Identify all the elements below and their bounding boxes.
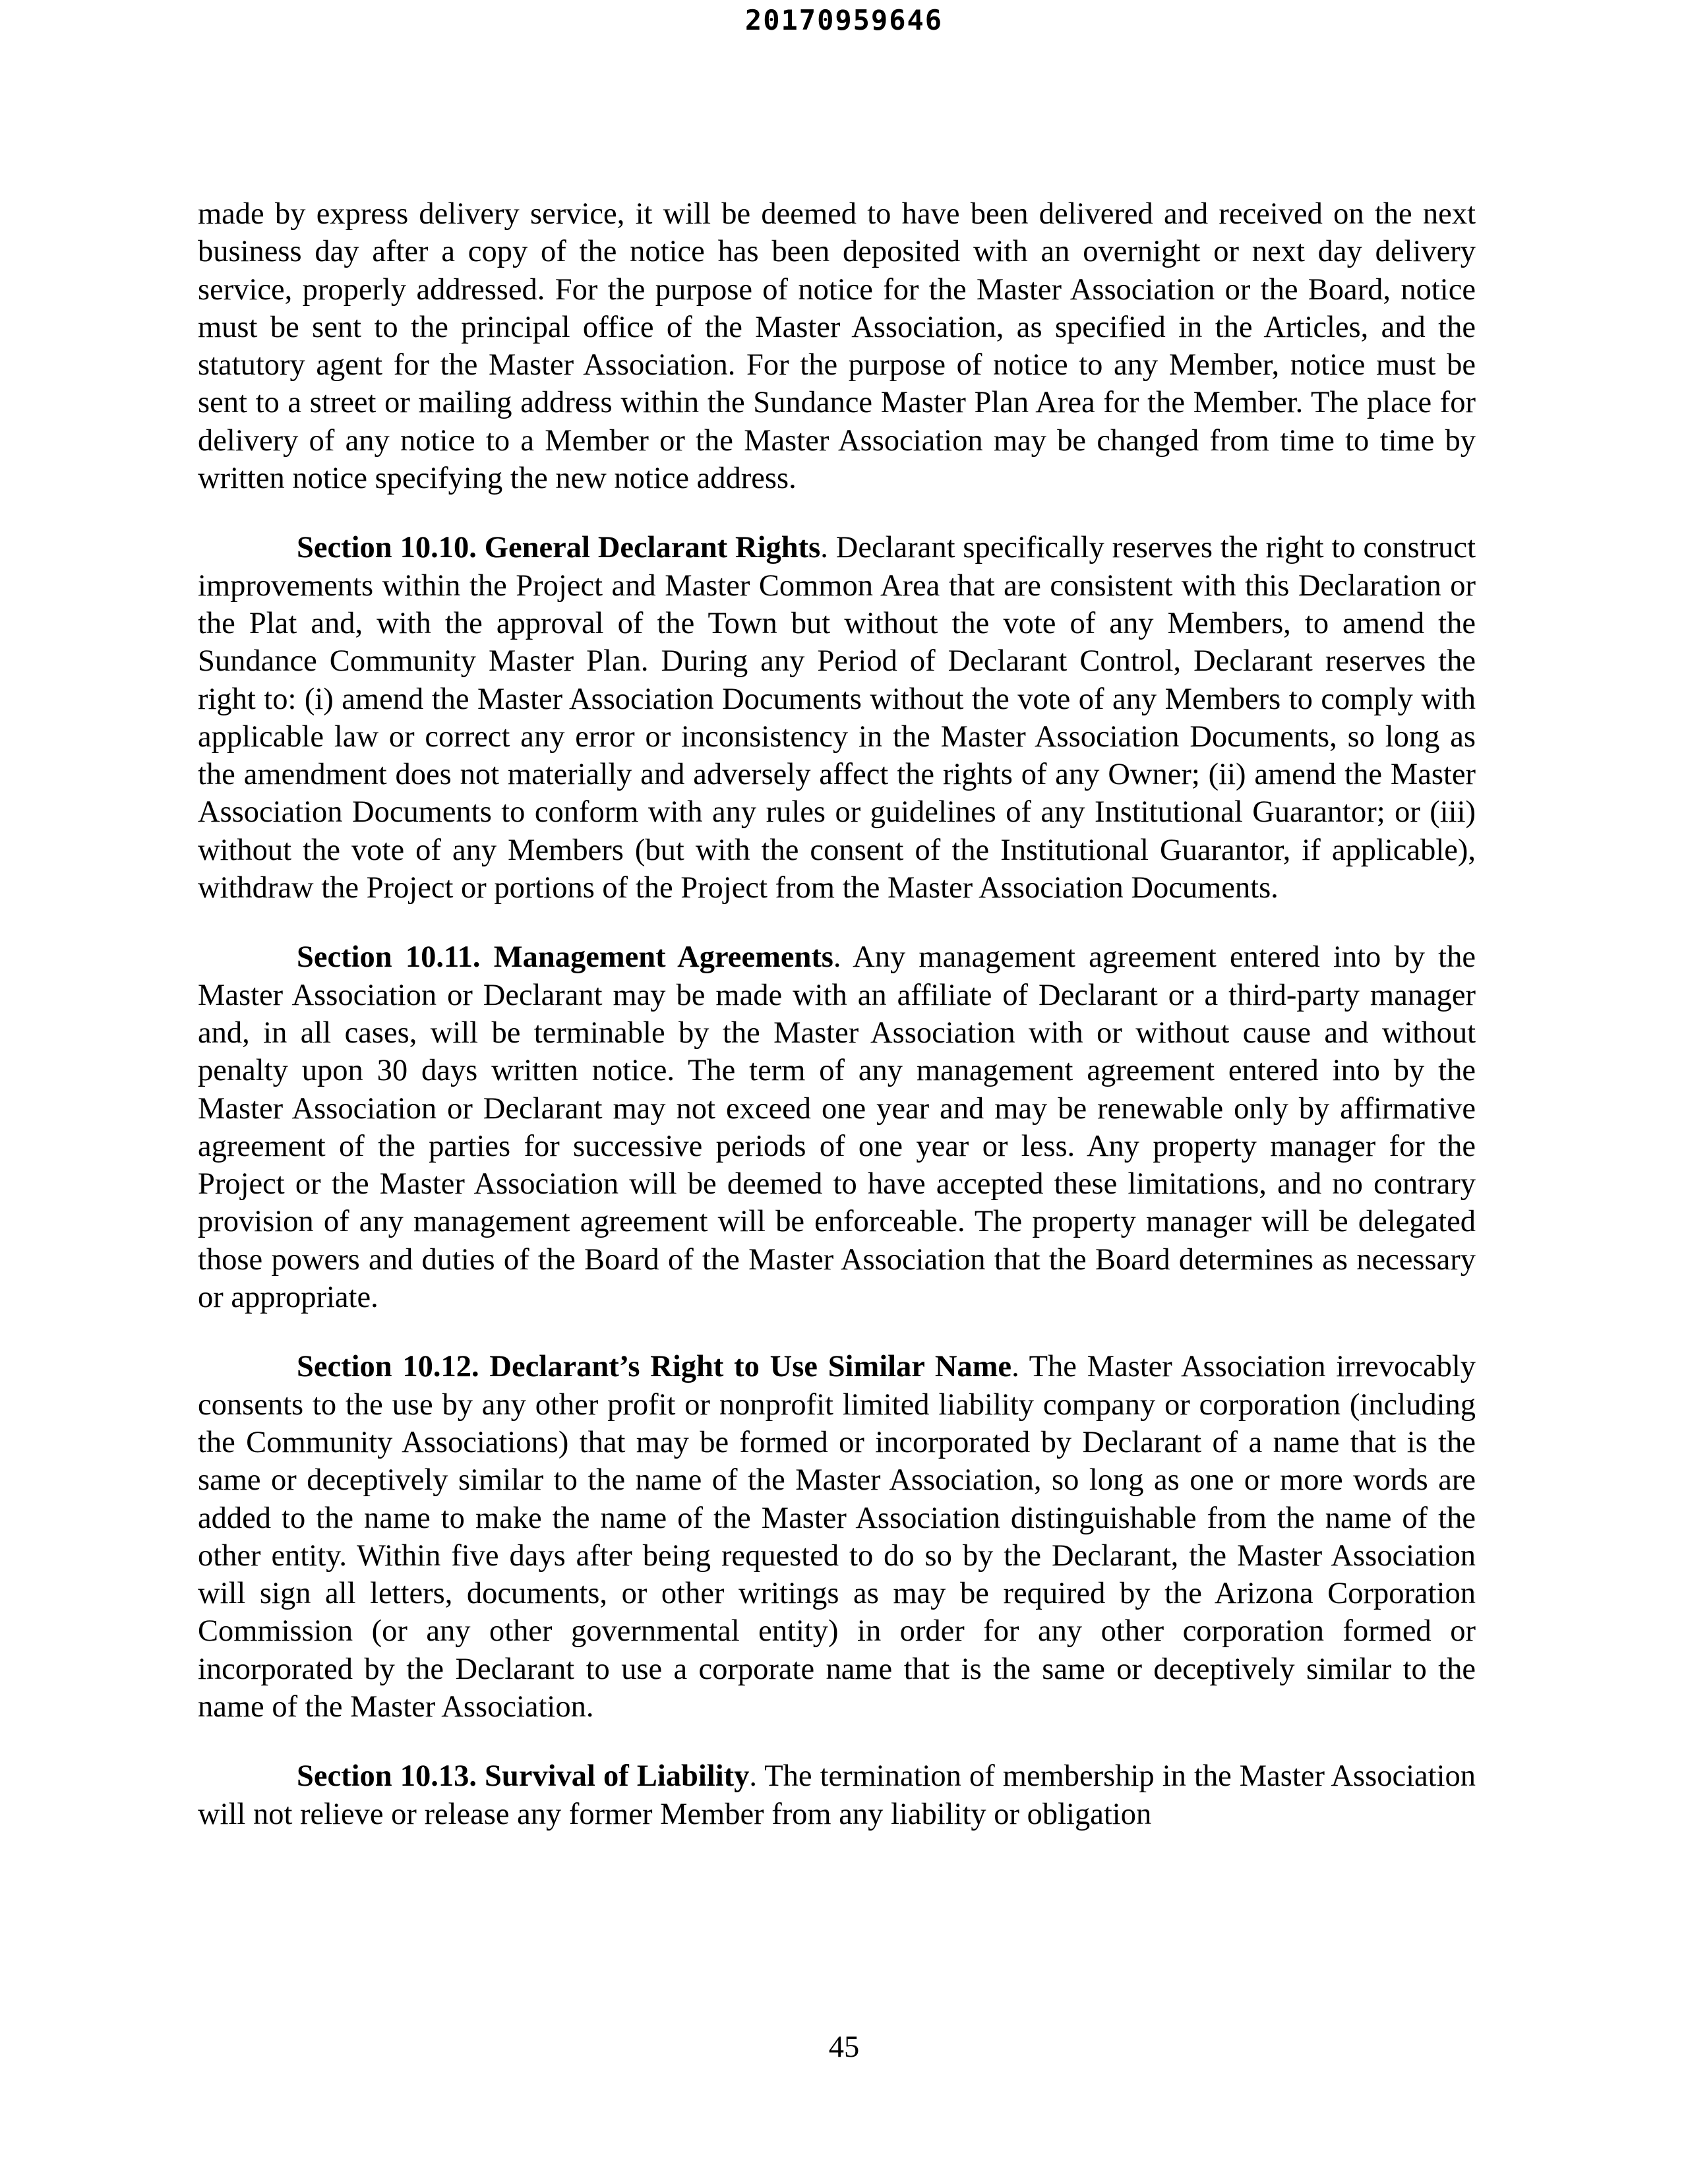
section-heading: Section 10.10. General Declarant Rights <box>297 531 821 565</box>
paragraph-notice-continued <box>198 195 1476 497</box>
paragraph-text: made by express delivery service, it will be deemed to have been delivered and received on the next business day after a copy of the notice has been deposited with an overnight or next day delivery service, properly addressed. For the purpose of notice for the Master Association or the Board, notice must be sent to the principal office of the Master Association, as specified in the Articles, and the statutory agent for the Master Association. For the purpose of notice to any Member, notice must be sent to a street or mailing address within the Sundance Master Plan Area for the Member. The place for delivery of any notice to a Member or the Master Association may be changed from time to time by written notice specifying the new notice address. <box>198 197 1476 496</box>
section-text: . The termination of membership in the Master Association will not relieve or release any former Member from any liability or obligation <box>198 1759 1476 1831</box>
section-10-12 <box>198 1348 1476 1726</box>
section-10-11 <box>198 938 1476 1316</box>
section-heading: Section 10.11. Management Agreements <box>297 940 833 975</box>
section-text: . Any management agreement entered into by the Master Association or Declarant may be made with an affiliate of Declarant or a third-party manager and, in all cases, will be terminable by the Master Association with or without cause and without penalty upon 30 days written notice. The term of any management agreement entered into by the Master Association or Declarant may not exceed one year and may be renewable only by affirmative agreement of the parties for successive periods of one year or less. Any property manager for the Project or the Master Association will be deemed to have accepted these limitations, and no contrary provision of any management agreement will be enforceable. The property manager will be delegated those powers and duties of the Board of the Master Association that the Board determines as necessary or appropriate. <box>198 940 1476 1315</box>
section-10-10 <box>198 529 1476 907</box>
section-heading: Section 10.13. Survival of Liability <box>297 1759 750 1794</box>
section-heading: Section 10.12. Declarant’s Right to Use Similar Name <box>297 1350 1012 1384</box>
section-10-13 <box>198 1757 1476 1833</box>
document-body <box>198 195 1476 1833</box>
document-number: 20170959646 <box>744 4 944 36</box>
page-number: 45 <box>828 2030 860 2064</box>
section-text: . The Master Association irrevocably consents to the use by any other profit or nonprofit limited liability company or corporation (including the Community Associations) that may be formed or incorporated by Declarant of a name that is the same or deceptively similar to the name of the Master Association, so long as one or more words are added to the name to make the name of the Master Association distinguishable from the name of the other entity. Within five days after being requested to do so by the Declarant, the Master Association will sign all letters, documents, or other writings as may be required by the Arizona Corporation Commission (or any other governmental entity) in order for any other corporation formed or incorporated by the Declarant to use a corporate name that is the same or deceptively similar to the name of the Master Association. <box>198 1350 1476 1724</box>
section-text: . Declarant specifically reserves the right to construct improvements within the Project and Master Common Area that are consistent with this Declaration or the Plat and, with the approval of the Town but without the vote of any Members, to amend the Sundance Community Master Plan. During any Period of Declarant Control, Declarant reserves the right to: (i) amend the Master Association Documents without the vote of any Members to comply with applicable law or correct any error or inconsistency in the Master Association Documents, so long as the amendment does not materially and adversely affect the rights of any Owner; (ii) amend the Master Association Documents to conform with any rules or guidelines of any Institutional Guarantor; or (iii) without the vote of any Members (but with the consent of the Institutional Guarantor, if applicable), withdraw the Project or portions of the Project from the Master Association Documents. <box>198 531 1476 905</box>
